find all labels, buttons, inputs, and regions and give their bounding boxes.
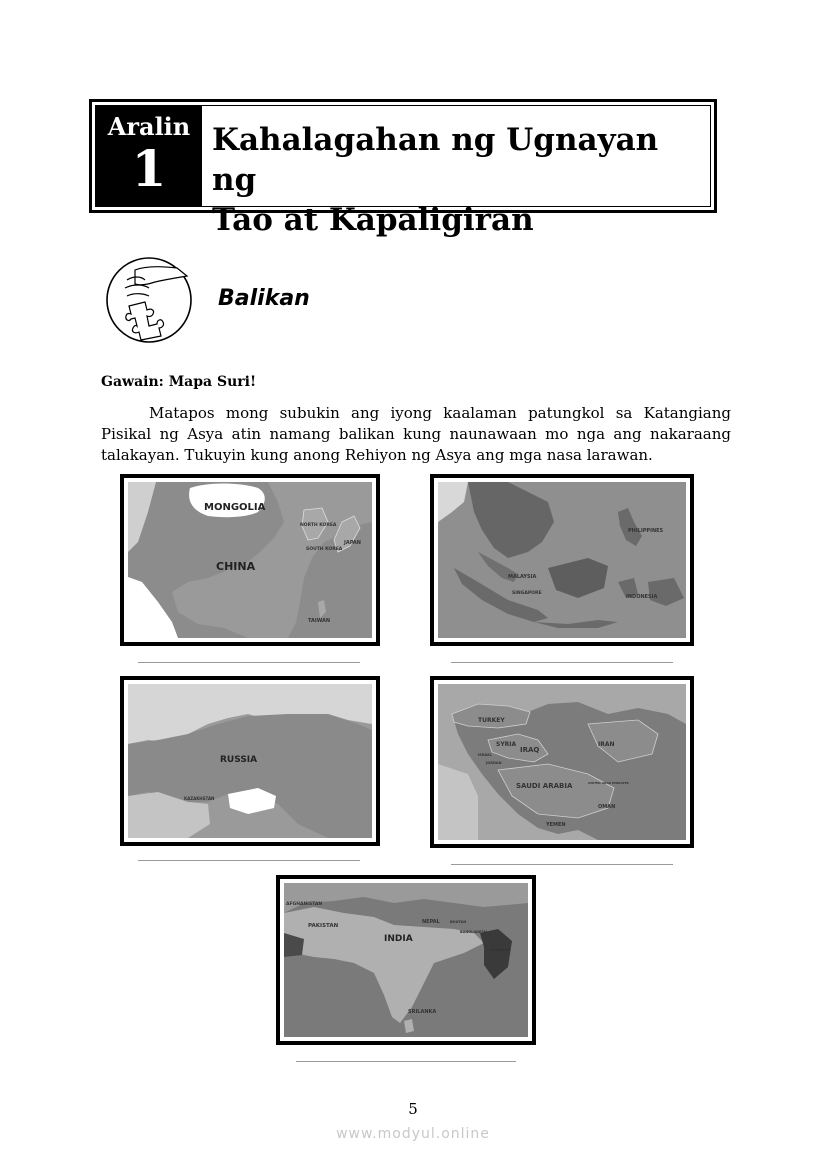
answer-line-4[interactable] <box>451 864 673 865</box>
map-north-central-asia-image <box>128 684 372 838</box>
svg-text:TAIWAN: TAIWAN <box>308 618 331 624</box>
activity-title: Gawain: Mapa Suri! <box>101 374 257 390</box>
section-label-balikan: Balikan <box>218 286 310 311</box>
svg-text:OMAN: OMAN <box>598 804 616 810</box>
aralin-number: 1 <box>131 139 167 198</box>
answer-line-2[interactable] <box>451 662 673 663</box>
svg-text:IRAN: IRAN <box>598 741 615 748</box>
svg-text:INDONESIA: INDONESIA <box>626 594 658 600</box>
svg-text:RUSSIA: RUSSIA <box>220 755 258 765</box>
map-east-asia <box>120 474 380 646</box>
svg-text:JORDAN: JORDAN <box>486 761 502 765</box>
svg-text:KAZAKHSTAN: KAZAKHSTAN <box>184 796 215 801</box>
answer-line-1[interactable] <box>138 662 360 663</box>
map-east-asia-image <box>128 482 372 638</box>
svg-text:BHUTAN: BHUTAN <box>450 920 467 924</box>
svg-text:ISRAEL: ISRAEL <box>478 753 492 757</box>
lesson-title-line-2: Tao at Kapaligiran <box>212 202 534 238</box>
svg-text:INDIA: INDIA <box>384 934 413 944</box>
svg-text:NEPAL: NEPAL <box>422 919 440 925</box>
map-north-central-asia <box>120 676 380 846</box>
map-southeast-asia <box>430 474 694 646</box>
svg-text:AFGHANISTAN: AFGHANISTAN <box>286 902 323 907</box>
lesson-title <box>212 120 712 240</box>
watermark: www.modyul.online <box>336 1126 490 1142</box>
svg-text:BANGLADESH: BANGLADESH <box>460 930 487 934</box>
map-south-asia <box>276 875 536 1045</box>
aralin-label: Aralin <box>107 112 191 141</box>
puzzle-hand-icon <box>105 256 193 344</box>
svg-text:NORTH KOREA: NORTH KOREA <box>300 523 337 528</box>
svg-text:UNITED ARAB EMIRATES: UNITED ARAB EMIRATES <box>588 781 629 785</box>
svg-text:SINGAPORE: SINGAPORE <box>512 591 542 596</box>
answer-line-3[interactable] <box>138 860 360 861</box>
page-number: 5 <box>408 1100 418 1118</box>
map-southeast-asia-image <box>438 482 686 638</box>
lesson-header-inner <box>95 105 711 238</box>
svg-text:TURKEY: TURKEY <box>478 717 505 724</box>
svg-text:SOUTH KOREA: SOUTH KOREA <box>306 547 343 552</box>
svg-text:YEMEN: YEMEN <box>546 822 566 828</box>
svg-text:MALAYSIA: MALAYSIA <box>508 574 537 580</box>
map-south-asia-image <box>284 883 528 1037</box>
map-west-asia-image <box>438 684 686 840</box>
svg-text:MONGOLIA: MONGOLIA <box>204 502 266 513</box>
svg-text:MYANMAR: MYANMAR <box>490 948 511 952</box>
svg-text:PAKISTAN: PAKISTAN <box>308 923 339 929</box>
aralin-badge <box>96 106 202 206</box>
activity-instructions: Matapos mong subukin ang iyong kaalaman patungkol sa Katangiang Pisikal ng Asya atin namang balikan kung naunawaan mo nga ang nakaraang talakayan. Tukuyin kung anong Rehiyon ng Asya ang mga nasa larawan. <box>101 404 731 464</box>
lesson-title-line-1: Kahalagahan ng Ugnayan ng <box>212 122 659 198</box>
svg-text:SAUDI ARABIA: SAUDI ARABIA <box>516 782 573 790</box>
map-west-asia <box>430 676 694 848</box>
svg-text:SYRIA: SYRIA <box>496 741 517 748</box>
answer-line-5[interactable] <box>296 1061 516 1062</box>
svg-text:SRILANKA: SRILANKA <box>408 1009 437 1015</box>
svg-text:PHILIPPINES: PHILIPPINES <box>628 528 664 534</box>
svg-text:IRAQ: IRAQ <box>520 746 540 754</box>
svg-text:JAPAN: JAPAN <box>344 540 361 546</box>
svg-text:CHINA: CHINA <box>216 560 256 573</box>
lesson-header <box>89 99 717 238</box>
